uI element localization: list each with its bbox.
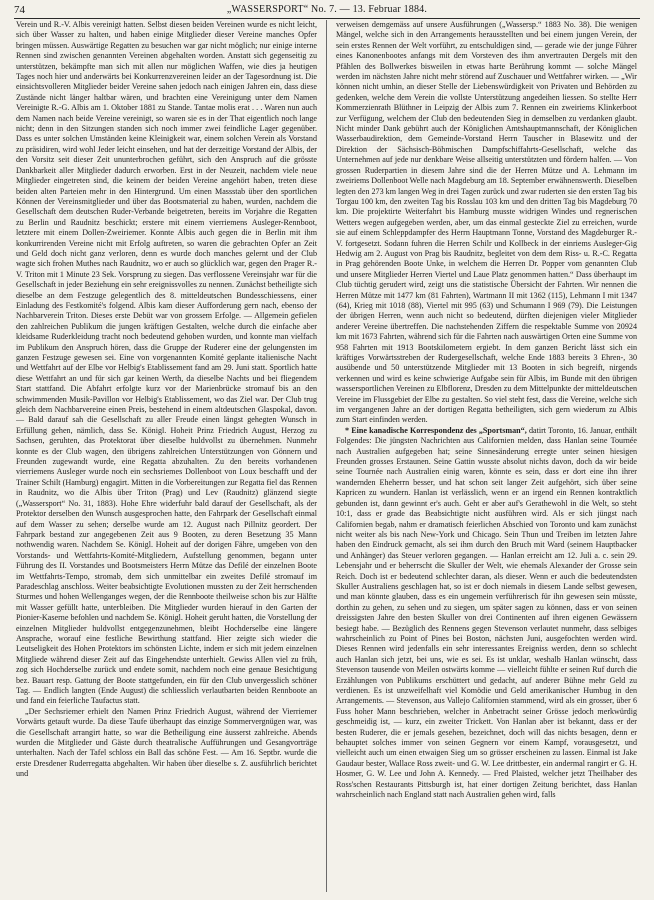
article-paragraph: verweisen demgemäss auf unsere Ausführungen („Wassersp.“ 1883 No. 38). Die wenigen Mängel, welche sich in den Arrangements herausstellten und bei einem jungen Verein, der sein erstes Rennen der Welt vorführt, zu entschuldigen sind, — gerade wie der junge Führer eines Kanonenbootes anfangs mit dem Vorsteven des ihm anvertrauten Dergels mit den Pfählen des Bollwerkes bisweilen in etwas harte Berührung kommt — solche Mängel werden im nächsten Jahre nicht mehr störend auf Zuschauer und Wettfahrer wirken. — „Wir können nicht umhin, an dieser Stelle der Liebenswürdigkeit von Privaten und Behörden zu gedenken, welche dem Verein die vollste Unterstützung angedeihen liessen. So stellte Herr Kommerzienrath Blüthner in Leipzig der Albis zum 7. Rennen ein zweiriems Klinkerboot zur Verfügung, welchem der Club den bedeutenden Sieg in demselben zu verdanken glaubt. Nicht minder Dank gebührt auch der Königlichen Amtshauptmannschaft, der Königlichen Wasserbaudirektion, dem Gemeinde-Vorstand Herrn Tauscher in Blasewitz und der Direktion der Sächsisch-Böhmischen Dampfschiffahrts-Gesellschaft, welche das Unternehmen auf jede nur denkbare Weise allseitig unterstützten und fördern halfen. — Von grossen Ruderpartien in diesem Jahre sind die der Herren Mütze und A. Lehmann im zweiriems Dollenboot Welle nach Magdeburg am 18. September erwähnenswerth. Dieselben legten den 273 km langen Weg in drei Tagen zurück und zwar ruderten sie den ersten Tag bis Torgau 100 km, den zweiten Tag bis Rosslau 103 km und den dritten Tag bis Magdeburg 70 km. Die projektirte Weiterfahrt bis Hamburg musste widrigen Windes und regnerischen Wetters wegen aufgegeben werden, aber, um das einmal gesteckte Ziel zu erreichen, wurde sie auf einem Schleppdampfer des Herrn Hauptmann Tonne, Vorstand des Magdeburger R.-V. fortgesetzt. Sodann fuhren die Herren Schilr und Kollbeck in der einriems Ausleger-Gig Hedwig am 2. August von Prag bis Raudnitz, begleitet von dem dem Riss- u. R.-C. Regatta in Prag gehörenden Boote Unke, in welchem die Herren Dr. Popper vom genannten Club und unsere Mitglieder Herren Viertel und Laue Platz genommen hatten.“ Dass überhaupt im Club tüchtig gerudert wird, zeigt uns die statistische Übersicht der Fahrten. Wir nennen die Herren Mütze mit 1477 km (81 Fahrten), Wartmann II mit 1362 (115), Lehmann I mit 1347 (64), Krieg mit 1018 (88), Viertel mit 995 (63) und Schumann I 969 (79). Die Leistungen der übrigen Herren, wenn auch nicht so bedeutend, dürften diejenigen vieler Mitglieder anderer Vereine übertreffen. Die nachstehenden Ziffern die respektable Summe von 20924 km mit 1673 Fahrten, während sich für die Fahrten nach auswärtigen Orten eine Summe von 958 Fahrten mit 1913 Bootskilometern ergiebt. In dem ganzen Bericht lässt sich ein kräftiges Vorwärtsstreben der Rudergesellschaft, welche Ende 1883 bereits 3 Ehren-, 30 ausübende und 50 unterstützende Mitglieder mit 13 Booten in sich begreift, nirgends verkennen und wird es keine schwierige Aufgabe sein für Albis, im Bunde mit den übrigen wassersportlichen Vereinen zu Elbflorenz, Dresden zu dem Mittelpunkte der mitteldeutschen Vereine im Flussgebiet der Elbe zu gestalten. So viel steht fest, dass die Vereine, welche sich im vergangenen Jahre an der dortigen Regatta betheiligten, sich gern wiederum zu Albis zum Start einfinden werden.: [336, 20, 637, 425]
article-heading: * Eine kanadische Korrespondenz des „Sportsman“,: [345, 425, 527, 435]
article-paragraph: Verein und R.-V. Albis vereinigt hatten. Selbst diesen beiden Vereinen wurde es nicht leicht, sich über Wasser zu halten, und haben einige Mitglieder dieser Vereine manches Opfer bringen müssen. Auswärtige Regatten zu besuchen war gar nicht möglich; nur einige interne Rennen sind zwischen genannten Vereinen abgehalten worden. Anstatt sich gegenseitig zu unterstützen, bekämpfte man sich mit allen nur möglichen Waffen, wie dies ja heutigen Tages noch hier und anderwärts bei Konkurrenzvereinen leider an der Tagesordnung ist. Die einsichtsvolleren Mitglieder beider Vereine sahen jedoch nach einigen Jahren ein, dass diese Zustände nicht länger haltbar wären, und brachten eine Vereinigung unter dem Namen Vereinigte R.-G. Albis am 1. Oktober 1881 zu Stande. Tantae molis erat . . . Waren nun auch dem Namen nach beide Vereine vereinigt, so waren sie es in der That eigentlich noch lange nicht; denn in den Sitzungen standen sich noch immer zwei feindliche Lager gegenüber. Dass es unter solchen Umständen keine Kleinigkeit war, einem solchen Verein als Vorstand zu präsidiren, wird wohl Jeder leicht einsehen, und hat der derzeitige Vorstand der Albis, der den Vorsitz seit dieser Zeit ununterbrochen geführt, sich den Anspruch auf die grösste Dankbarkeit aller Mitglieder dadurch erworben. Erst in der Neuzeit, nachdem viele neue Mitglieder eingetreten sind, die keinem der beiden Vereine angehört haben, treten diese beiden alten Parteien mehr in den Hintergrund. Um einen Massstab über den sportlichen Können der Vereinsmitglieder und über das Bootsmaterial zu haben, wurden, nachdem die Gesellschaft dem deutschen Ruder-Verbande beigetreten, bereits im Vorjahre die Regatten zu Berlin und Raudnitz beschickt; erstere mit einem vierriemens Ausleger-Rennboot, letztere mit einem Dollen-Zweiriemer. Konnte Albis auch gegen die in Berlin mit ihm konkurrirenden Vereine nicht mit Erfolg auftreten, so waren die gebrachten Opfer an Zeit und Geld doch nicht ganz verloren, denn es wurde doch manches gelernt und der Club wagte sich frohen Muthes nach Raudnitz, wo er auch so glücklich war, gegen den Prager R.-V. Triton mit 1 Minute 23 Sek. Vorsprung zu siegen. Das verflossene Vereinsjahr war für die Gesellschaft in jeder Beziehung ein sehr ereignissvolles zu nennen. Zunächst betheiligte sich dieselbe an dem Festzuge gelegentlich des 8. mitteldeutschen Bundesschiessens, einer Einladung des Festkomité's folgend. Albis kam dieser Aufforderung gern nach, ebenso der Nachbarverein Triton. Dieses erste Debüt war von grossem Erfolge. — Allgemein gefielen den zahlreichen Publikum die jungen kräftigen Gestalten, welche durch die einfache aber kleidsame Ruderkleidung tracht noch bedeutend gehoben wurden, und konnte man vielfach im Publikum den Anspruch hören, dass die Gruppe der Ruderer eine der gelungensten im ganzen Festzuge gewesen sei. Eine von vorgenannten Komité geplante italienische Nacht und Wettfahrt auf der Elbe vor Helbig's Etablissement fand am 29. Juni statt. Sportlich hatte diese Wettfahrt an und für sich gar keinen Werth, da dieselbe Nachts und bei fliegendem Start stattfand. Die Abfahrt erfolgte kurz vor der Marienbrücke stromauf bis an den schwimmenden Musik-Pavillon vor Helbig's Etablissement, wo das Ziel war. Der Club trug gleich dem Nachbarvereine einen Preis, bestehend in einem altdeutschen Glaspokal, davon. — Bald darauf sah die Gesellschaft zu aller Freude einen längst gehegten Wunsch in Erfüllung gehen, nämlich, dass Se. Königl. Hoheit Prinz Friedrich August, Herzog zu Sachsen, geruhten, das Protektorat über dieselbe huldvollst zu übernehmen. Nunmehr konnte es der Club wagen, den übrigens zahlreichen Unterstützungen von Gönnern und Freunden zugewandt wurde, eine Regatta abzuhalten. Zu den bereits vorhandenen vierriemens Ausleger wurde noch ein sechsriemes Dollenboot von Loux beschafft und der Trainer Schilt (Hamburg) engagirt. Mitten in die Vorbereitungen zur Regatta fiel das Rennen in Raudnitz, wo die Albis über Triton (Prag) und Lev (Raudnitz) glänzend siegte („Wassersport“ No. 31, 1883). Hohe Ehre widerfuhr bald darauf der Gesellschaft, als der Protektor derselben den Wunsch ausgesprochen hatte, den Fahrpark der Gesellschaft einmal auf dem Wasser zu sehen; derselbe wurde am 12. August nach Pillnitz geordert. Der Fahrpark bestand zur angegebenen Zeit aus 9 Booten, zu deren Besetzung 35 Mann nothwendig waren. Nachdem Se. Königl. Hoheit auf der dorigen Fähre, umgeben von den Vorstands- und Wettfahrts-Komité-Mitgliedern, Aufstellung genommen, begann unter Führung des II. Vorstandes und Bootsmeisters Herrn Mütze das Defilé der einzelnen Boote im Wettfahrts-Tempo, stromab, dem sich unmittelbar ein zweites Defilé stromauf im Paradeschlag anschloss. Weiter beabsichtigte Evolutionen mussten zu der Zeit herrschenden Sturmes und hohen Wellenganges wegen, der die Rennboote theilweise schon bis zur Hälfte mit Wasser gefüllt hatte, unterbleiben. Die Mitglieder wurden hierauf in den Garten der Pionier-Kaserne befohlen und nachdem Se. Königl. Hoheit geruht hatten, die Vorstellung der einzelnen Mitglieder huldvollst entgegenzunehmen, bleibt Hochderselbe eine längere Ansprache, worauf eine festliche Bewirthung stattfand. Hier zeigte sich wieder die Leutseligkeit des Hohen Protektors im schönsten Lichte, indem er sich mit jedem einzelnen Mitgliede während dieser Zeit auf das Eingehendste unterhielt. Gewiss Allen viel zu früh, zog sich Hochderselbe zurück und endete somit, nachdem noch eine genaue Besichtigung bez. Bauart resp. Gattung der Boote stattgefunden, ein für den Club unvergesslich schöner Tag. — Endlich langten (Ende August) die schliesslich verlautbarten beiden Rennboote an und fand ein feierliche Taufactus statt.: [16, 20, 317, 706]
article-body: datirt Toronto, 16. Januar, enthält Folgendes: Die jüngsten Nachrichten aus Californien melden, dass Hanlan seine Tournée nach Australien aufgegeben hat; seine Sinnesänderung erregte unter seinen hiesigen Freunden grosses Erstaunen. Seine Gattin wusste absolut nichts davon, doch da wir beide seine Tournée nach Australien einig waren, könnte es sein, dass er dort eine ihn ihrer wandernden Eheherrn besser, und hat schon seit langer Zeit aufgehört, sich über seine Kapricen zu wundern. Hanlan ist verlässlich, wenn er an irgend ein Rennen kontraktlich gebunden ist, dann gewinnt er's auch. Geht er aber auf's Gerathewohl in die Welt, so steht 10:1, dass er grade das Beabsichtigte nicht ausführen wird. Als er sich jüngst nach Californien begab, nahm er dramatisch feierlichen Abschied von Toronto und kam zunächst nicht weiter als bis nach New-York und Chicago. Sein Thun und Treiben im letzten Jahre haben den Eindruck gemacht, als sei ihm durch den Bruch mit Ward (seinem Hauptbacker und Anhänger) das Steuer verloren gegangen. — Hanlan erreicht am 12. Juli a. c. sein 29. Lebensjahr und er beherrscht die Skuller der Welt, wie ehemals Alexander der Grosse sein Reich. Doch ist er bedeutend schlechter daran, als dieser. Wenn er auch die bedeutendsten Skuller Australiens geschlagen hat, so ist er doch niemals in diesem Lande selbst gewesen, und man könnte glauben, dass es ein ungemein verführerisch für ihn gewesen sein müsste, dorthin zu gehen, zu sehen und zu siegen, um später sagen zu können, dass er von seinen dreissigsten Jahre den besten Skuller von drei Continenten auf ihren eigenen Gewässern besiegt habe. — Bezüglich des Rennens gegen Stevenson verlautet nunmehr, dass selbiges wahrscheinlich zu Point of Pines bei Boston, nächsten Juni, ausgefochten werden wird. Dieses Rennen wird jedenfalls ein sehr interessantes Ereigniss werden, denn so schlecht auch Hanlan sich jetzt, bei uns, wie es sei. Es ist unklar, weshalb Hanlan wünscht, dass Stevenson tausende von Meilen ostwärts komme — vielleicht fühlte er seinen Ruf durch die Erzählungen von Publikums erschüttert und gedacht, auf anderer Bühne mehr Geld zu verdienen. Es ist unzweifelhaft viel Komödie und Geld amerikanischer Humbug in den Arrangements. — Stevenson, aus Vallejo Californien stammend, wird als ein grosser, über 6 Fuss hoher Mann beschrieben, welcher in Anbetracht seiner Grösse jedoch merkwürdig geschmeidig ist, — kurz, ein zweiter Trickett. Von Hanlan aber ist bekannt, dass er der besten Ruderer, die er jemals gesehen, bezeichnet, doch will das nichts besagen, denn er behauptet solches immer von seinen Gegnern vor einem Kampf, vorausgesetzt, und vielleicht auch um einen etwaigen Sieg um so grösser erscheinen zu lassen. Einmal ist Jake Gaudaur bester, Wallace Ross zweit- und G. W. Lee drittbester, ein andermal rangirt er G. H. Hosmer, G. W. Lee und John A. Kennedy. — Fred Plaisted, welcher jetzt Theilhaber des Ross'schen Restaurants Pittsburgh ist, hat einer dortigen Zeitung berichtet, dass Hanlan wahrscheinlich nach England statt nach Australien gehen wird, falls: [336, 425, 637, 800]
column-divider: [326, 20, 327, 892]
left-column: [16, 20, 317, 894]
page-number: 74: [14, 4, 25, 16]
article-paragraph-canada: [336, 426, 637, 801]
right-column: [336, 20, 637, 894]
header-rule: [14, 18, 640, 19]
page-header: [14, 3, 640, 17]
masthead: „WASSERSPORT“ No. 7. — 13. Februar 1884.: [226, 4, 428, 15]
article-paragraph: „Der Sechsriemer erhielt den Namen Prinz Friedrich August, während der Vierriemer Vorwärts getauft wurde. Da diese Taufe überhaupt das einzige Sommervergnügen war, was die Gesellschaft arrangirt hatte, so war die Betheiligung eine äusserst zahlreiche. Abends wurden die Mitglieder und Gäste durch theatralische Aufführungen und Gesangvorträge unterhalten. Nach der Tafel schloss ein Ball das schöne Fest. — Am 16. Septbr. wurde die erste Dresdener Ruderregatta abgehalten. Wir haben über dieselbe s. Z. ausführlich berichtet und: [16, 706, 317, 779]
